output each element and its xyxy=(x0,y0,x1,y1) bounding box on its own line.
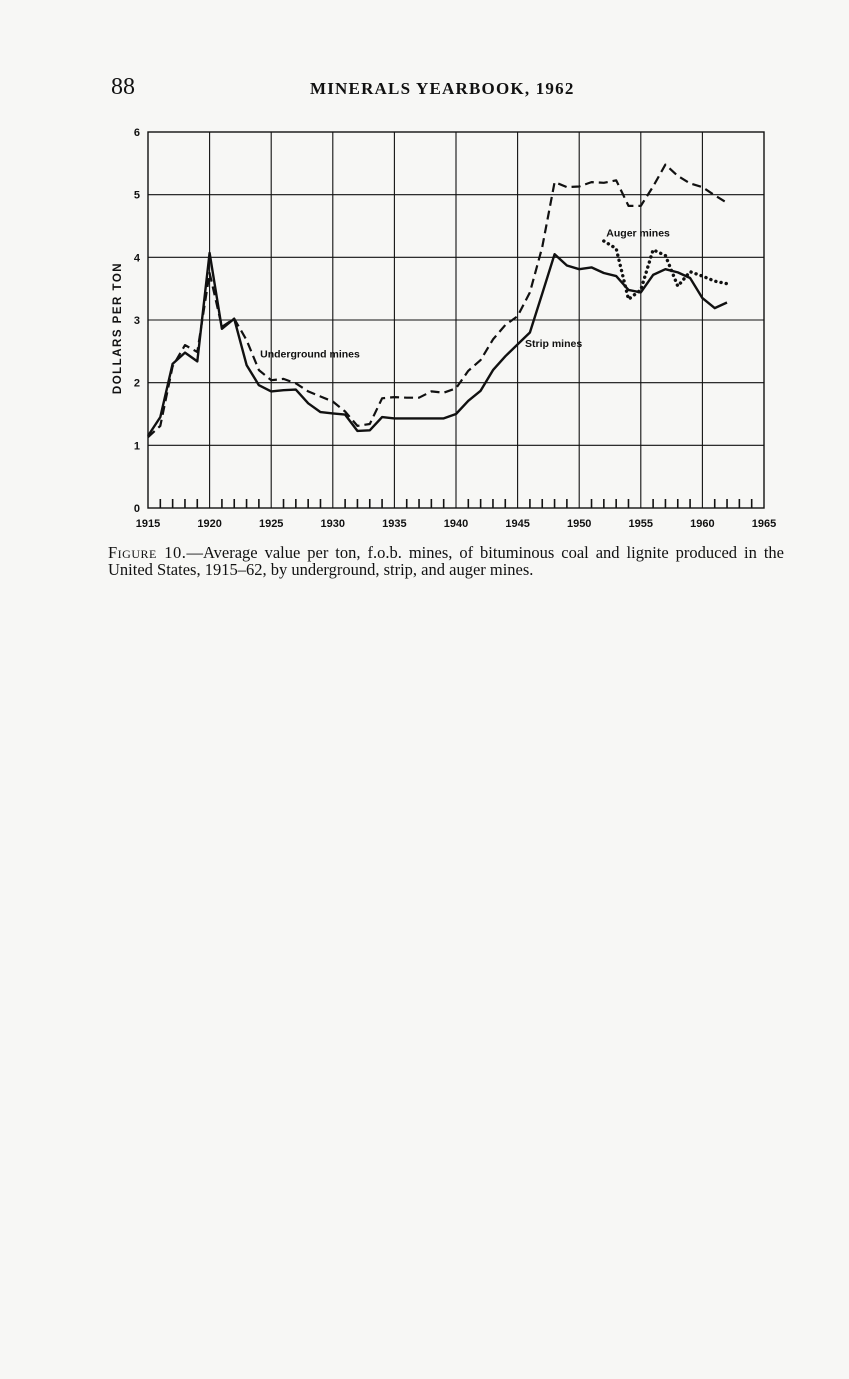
x-tick-label: 1945 xyxy=(505,518,530,530)
x-tick-label: 1930 xyxy=(320,518,346,530)
x-tick-label: 1950 xyxy=(566,518,592,530)
x-tick-label: 1940 xyxy=(443,518,469,530)
y-tick-label: 2 xyxy=(133,377,140,390)
x-tick-label: 1965 xyxy=(751,518,777,530)
x-tick-label: 1935 xyxy=(382,518,407,530)
running-head: MINERALS YEARBOOK, 1962 xyxy=(310,79,575,98)
series-annotation: Underground mines xyxy=(260,348,360,361)
x-tick-label: 1920 xyxy=(197,518,222,530)
page-number: 88 xyxy=(111,74,135,100)
series-annotation: Auger mines xyxy=(606,227,670,240)
series-annotation: Strip mines xyxy=(524,337,583,350)
figure-label: Figure 10. xyxy=(108,543,187,562)
series-line-underground-mines xyxy=(148,165,727,438)
y-tick-label: 0 xyxy=(133,503,140,515)
line-chart xyxy=(100,120,790,535)
series-line-strip-mines xyxy=(148,253,727,436)
y-axis-label: DOLLARS PER TON xyxy=(112,261,124,395)
figure-caption-text: —Average value per ton, f.o.b. mines, of bituminous coal and lignite produced in the United States, 1915–62, by underground, strip, and auger mines. xyxy=(108,543,784,579)
y-tick-label: 5 xyxy=(133,189,140,202)
y-tick-label: 1 xyxy=(133,440,140,453)
figure-caption xyxy=(108,544,784,578)
x-tick-label: 1915 xyxy=(135,518,161,530)
x-tick-label: 1955 xyxy=(628,518,654,530)
x-tick-label: 1925 xyxy=(258,518,284,530)
y-tick-label: 3 xyxy=(133,315,140,327)
y-tick-label: 4 xyxy=(133,252,140,265)
y-tick-label: 6 xyxy=(133,127,140,139)
x-tick-label: 1960 xyxy=(690,518,715,530)
